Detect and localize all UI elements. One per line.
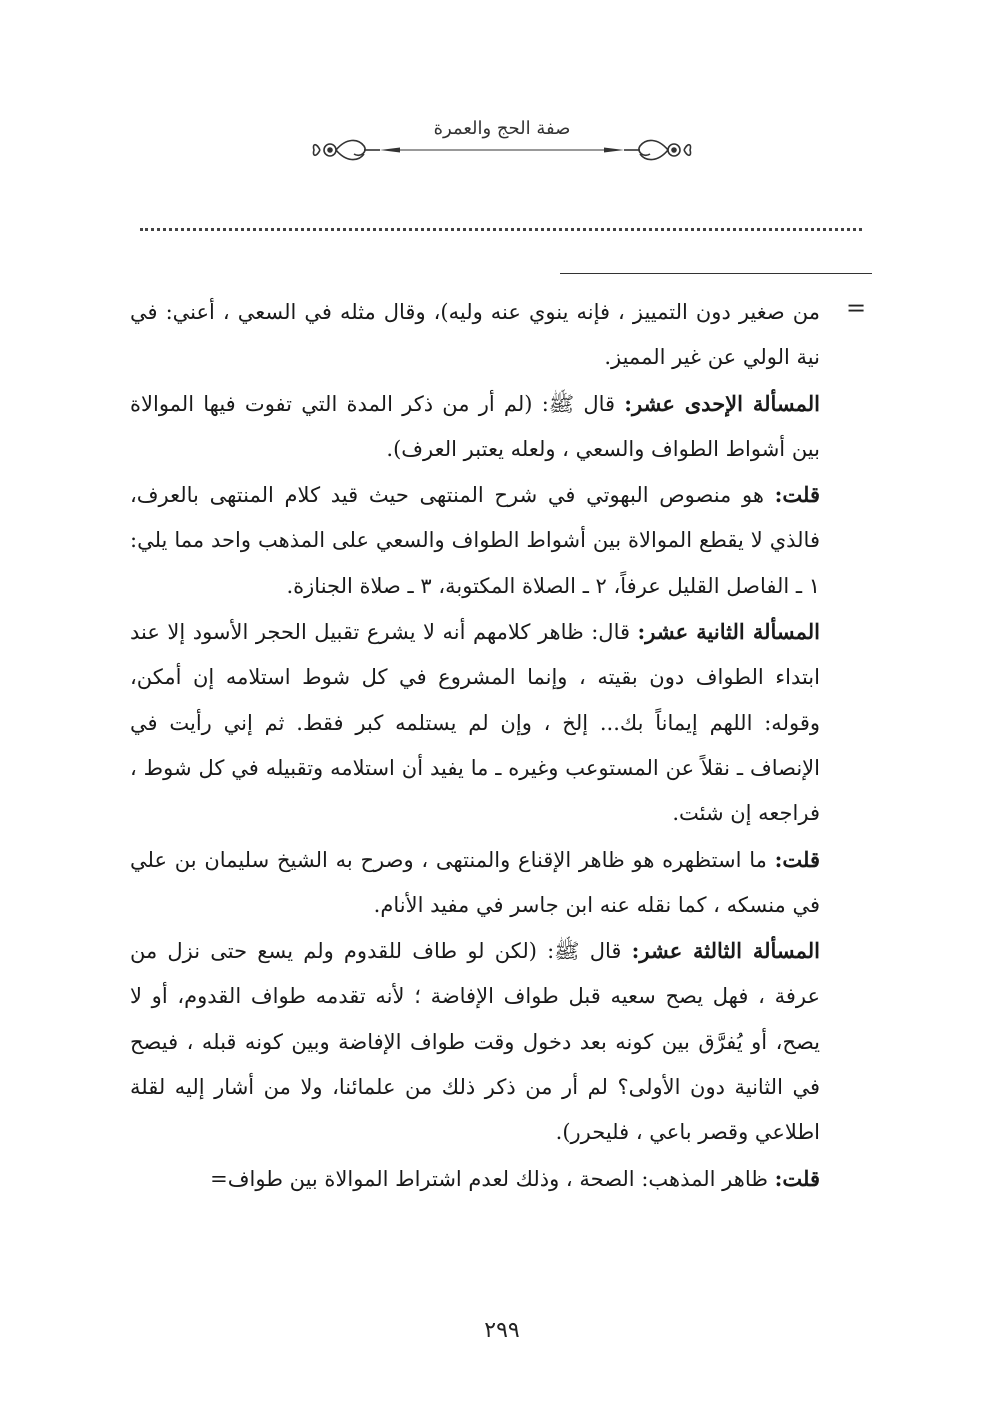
footnote-paragraph	[130, 290, 820, 381]
paragraph-text: قال ﷺ: (لكن لو طاف للقدوم ولم يسع حتى نزل من عرفة ، فهل يصح سعيه قبل طواف الإفاضة ؛ لأنه تقدمه طواف القدوم، أو لا يصح، أو يُفرَّق بين كونه بعد دخول وقت طواف الإفاضة وبين كونه قبله ، فيصح في الثانية دون الأولى؟ لم أر من ذكر ذلك من علمائنا، ولا من أشار إليه لقلة اطلاعي وقصر باعي ، فليحرر).	[130, 939, 820, 1145]
paragraph-text: قال ﷺ: (لم أر من ذكر المدة التي تفوت فيها الموالاة بين أشواط الطواف والسعي ، ولعله يعتبر العرف).	[130, 391, 820, 461]
footnote-rule	[560, 273, 872, 274]
paragraph-text: ما استظهره هو ظاهر الإقناع والمنتهى ، وصرح به الشيخ سليمان بن علي في منسكه ، كما نقله عنه ابن جاسر في مفيد الأنام.	[130, 847, 820, 917]
paragraph-label: قلت:	[774, 1165, 820, 1191]
footnote-paragraph	[130, 837, 820, 929]
paragraph-label: قلت:	[774, 482, 820, 508]
paragraph-label: قلت:	[774, 846, 820, 872]
dotted-separator	[140, 228, 862, 231]
footnote-paragraph	[130, 609, 820, 836]
footnote-paragraph	[130, 1156, 820, 1202]
paragraph-label: المسألة الثانية عشر:	[637, 619, 821, 645]
footnote-paragraph	[130, 472, 820, 609]
footnote-paragraph	[130, 381, 820, 473]
page-number: ٢٩٩	[484, 1318, 520, 1343]
continuation-mark: =	[846, 294, 867, 322]
footnote-text	[130, 290, 820, 1202]
paragraph-text: قال: ظاهر كلامهم أنه لا يشرع تقبيل الحجر الأسود إلا عند ابتداء الطواف دون بقيته ، وإنما المشروع في كل شوط استلامه إن أمكن، وقوله: اللهم إيماناً بك... إلخ ، وإن لم يستلمه كبر فقط. ثم إني رأيت في الإنصاف ـ نقلاً عن المستوعب وغيره ـ ما يفيد أن استلامه وتقبيله في كل شوط ، فراجعه إن شئت.	[130, 620, 820, 826]
footnote-paragraph	[130, 928, 820, 1155]
paragraph-text: هو منصوص البهوتي في شرح المنتهى حيث قيد كلام المنتهى بالعرف، فالذي لا يقطع الموالاة بين أشواط الطواف والسعي على المذهب واحد مما يلي: ١ ـ الفاصل القليل عرفاً، ٢ ـ الصلاة المكتوبة، ٣ ـ صلاة الجنازة.	[130, 483, 820, 598]
paragraph-label: المسألة الإحدى عشر:	[624, 390, 821, 416]
paragraph-text: من صغير دون التمييز ، فإنه ينوي عنه وليه)، وقال مثله في السعي ، أعني: في نية الولي عن غير المميز.	[130, 300, 820, 370]
header-ornament-icon	[310, 132, 694, 168]
running-title: صفة الحج والعمرة	[433, 118, 571, 139]
page-header	[0, 108, 1004, 178]
paragraph-text: ظاهر المذهب: الصحة ، وذلك لعدم اشتراط الموالاة بين طواف=	[210, 1166, 768, 1191]
paragraph-label: المسألة الثالثة عشر:	[631, 938, 820, 964]
